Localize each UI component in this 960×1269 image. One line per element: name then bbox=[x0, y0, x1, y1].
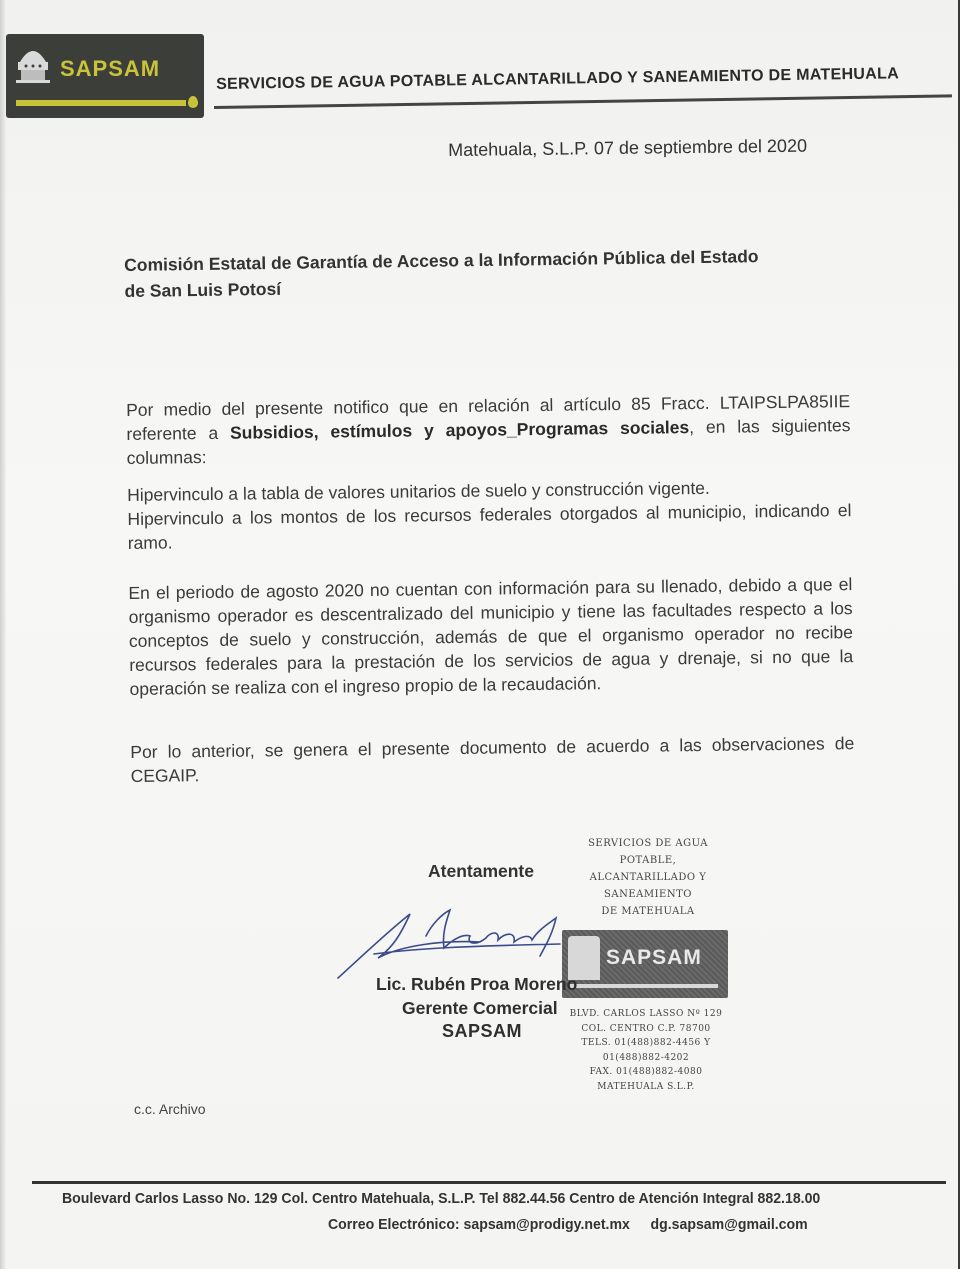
signer-organization: SAPSAM bbox=[442, 1021, 523, 1041]
stamp-line: 01(488)882-4202 bbox=[602, 1052, 690, 1063]
paragraph-columns-1: Hipervinculo a la tabla de valores unitarios de suelo y construcción vigente. bbox=[127, 477, 710, 505]
addressee bbox=[124, 242, 845, 304]
organization-name: SERVICIOS DE AGUA POTABLE ALCANTARILLADO Y SANEAMIENTO DE MATEHUALA bbox=[216, 65, 900, 93]
stamp-line: COL. CENTRO C.P. 78700 bbox=[581, 1023, 711, 1034]
signer-name: Lic. Rubén Proa Moreno bbox=[376, 974, 578, 994]
letter-body bbox=[126, 389, 855, 788]
letter-date: Matehuala, S.L.P. 07 de septiembre del 2020 bbox=[448, 135, 808, 160]
stamp-line: BLVD. CARLOS LASSO Nº 129 bbox=[569, 1009, 723, 1019]
stamp-line: DE MATEHUALA bbox=[601, 906, 695, 917]
logo-pipe-bar bbox=[16, 100, 186, 106]
footer-contact bbox=[328, 1216, 808, 1233]
footer-email-primary: Correo Electrónico: sapsam@prodigy.net.mx bbox=[328, 1216, 630, 1233]
logo-brand-text: SAPSAM bbox=[60, 56, 161, 81]
stamp-line: FAX. 01(488)882-4080 bbox=[589, 1067, 703, 1077]
sapsam-logo bbox=[6, 34, 204, 118]
closing: Atentamente bbox=[428, 861, 534, 881]
water-tower-icon bbox=[12, 40, 54, 94]
signer-role: Gerente Comercial bbox=[402, 998, 558, 1018]
page-edge-shadow bbox=[0, 0, 6, 1269]
water-drop-icon bbox=[188, 96, 198, 108]
paragraph-explanation: En el periodo de agosto 2020 no cuentan con información para su llenado, debido a que el organismo operador es descentralizado del municipio y tiene las facultades respecto a los conceptos de suelo y construcción, además de que el organismo operador no recibe recursos federales para la prestación de los servicios de agua y drenaje, si no que la operación se realiza con el ingreso propio de la recaudación. bbox=[128, 574, 854, 699]
paragraph-1-end: , en las siguientes columnas: bbox=[126, 415, 851, 468]
stamp-line: ALCANTARILLADO Y bbox=[589, 872, 707, 883]
stamp-brand: SAPSAM bbox=[606, 946, 702, 969]
footer-rule bbox=[32, 1181, 946, 1184]
stamp-line: SERVICIOS DE AGUA POTABLE, bbox=[588, 838, 708, 866]
stamp-line: SANEAMIENTO bbox=[604, 889, 692, 900]
stamp-address bbox=[568, 1007, 724, 1094]
paragraph-1-start: Por medio del presente notifico que en relación al artículo 85 Fracc. LTAIPSLPA85IIE referente a bbox=[126, 391, 851, 444]
addressee-line-2: de San Luis Potosí bbox=[124, 278, 282, 301]
paragraph-1-subject: Subsidios, estímulos y apoyos_Programas sociales bbox=[229, 417, 690, 443]
handwritten-signature bbox=[330, 896, 590, 986]
paragraph-notification bbox=[126, 389, 851, 470]
stamp-line: MATEHUALA S.L.P. bbox=[597, 1081, 695, 1092]
header-rule bbox=[214, 94, 952, 109]
paragraph-columns-2: Hipervinculo a los montos de los recursos federales otorgados al municipio, indicando el ramo. bbox=[127, 500, 852, 553]
footer-email-secondary: dg.sapsam@gmail.com bbox=[650, 1216, 808, 1233]
addressee-line-1: Comisión Estatal de Garantía de Acceso a la Información Pública del Estado bbox=[124, 246, 759, 275]
stamp-line: TELS. 01(488)882-4456 Y bbox=[581, 1038, 711, 1048]
footer-address: Boulevard Carlos Lasso No. 129 Col. Centro Matehuala, S.L.P. Tel 882.44.56 Centro de Atención Integral 882.18.00 bbox=[62, 1190, 821, 1207]
stamp-pipe-bar bbox=[568, 984, 718, 988]
carbon-copy: c.c. Archivo bbox=[134, 1101, 206, 1117]
paragraph-conclusion: Por lo anterior, se genera el presente documento de acuerdo a las observaciones de CEGAIP. bbox=[130, 733, 855, 786]
